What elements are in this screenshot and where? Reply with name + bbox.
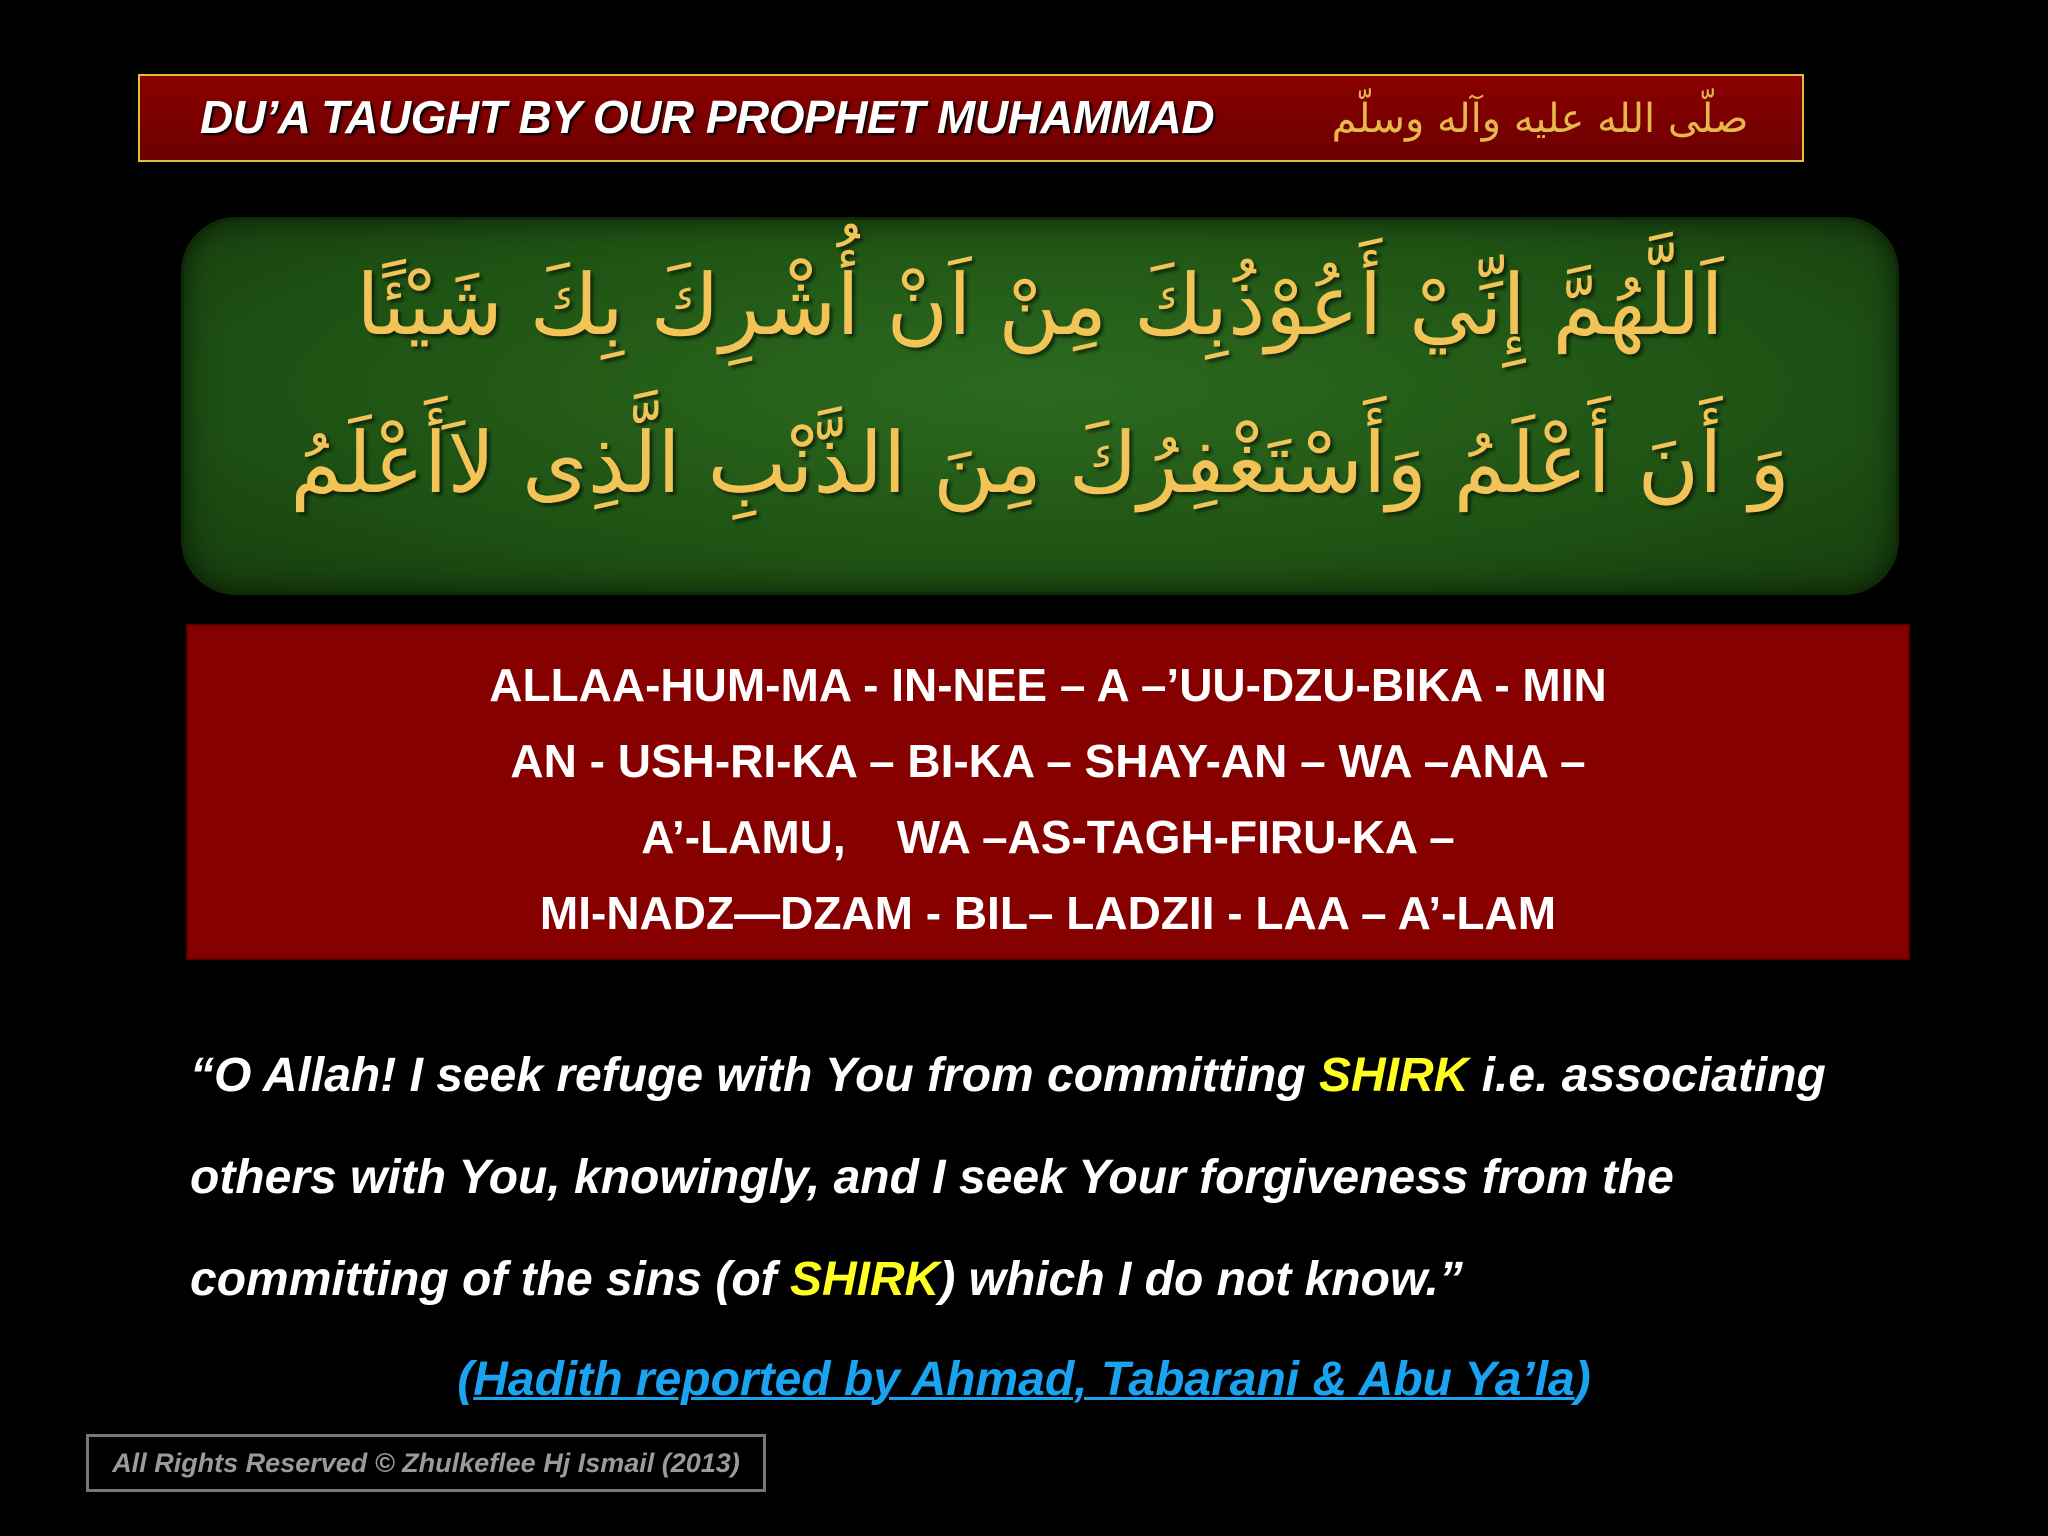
transliteration-line-4: MI-NADZ—DZAM - BIL– LADZII - LAA – A’-LAM xyxy=(539,887,1557,939)
translation-line-3 xyxy=(190,1252,1463,1307)
translation-text: committing of the sins (of xyxy=(190,1253,790,1306)
translation-line-2: others with You, knowingly, and I seek Your forgiveness from the xyxy=(190,1151,1674,1204)
translation-line-1 xyxy=(190,1048,1826,1103)
copyright-notice: All Rights Reserved © Zhulkeflee Hj Ismail (2013) xyxy=(112,1448,740,1478)
translation-text: ) which I do not know.” xyxy=(939,1253,1463,1306)
transliteration-line-1: ALLAA-HUM-MA - IN-NEE – A –’UU-DZU-BIKA - MIN xyxy=(489,659,1607,711)
source-open-paren: ( xyxy=(457,1353,474,1406)
translation-text: i.e. associating xyxy=(1468,1049,1826,1102)
arabic-line-2: وَ أَنَ أَعْلَمُ وَأَسْتَغْفِرُكَ مِنَ الذَّنْبِ الَّذِى لاَأَعْلَمُ xyxy=(290,414,1790,512)
title-banner xyxy=(138,74,1804,162)
copyright-box xyxy=(86,1434,766,1492)
transliteration-line-3: A’-LAMU, WA –AS-TAGH-FIRU-KA – xyxy=(641,811,1455,863)
arabic-dua-panel xyxy=(184,220,1896,592)
hadith-source-link[interactable]: Hadith reported by Ahmad, Tabarani & Abu Ya’la xyxy=(473,1353,1575,1406)
hadith-source xyxy=(0,1352,2048,1407)
slide-title: DU’A TAUGHT BY OUR PROPHET MUHAMMAD xyxy=(200,91,1215,143)
source-close-paren: ) xyxy=(1574,1353,1591,1406)
transliteration-panel xyxy=(186,624,1910,960)
honorific-calligraphy: صلّى الله عليه وآله وسلّم xyxy=(1331,96,1749,142)
translation-text: “O Allah! I seek refuge with You from committing xyxy=(190,1049,1320,1102)
shirk-highlight: SHIRK xyxy=(1319,1049,1469,1102)
arabic-line-1: اَللَّهُمَّ إِنِّيْ أَعُوْذُبِكَ مِنْ اَنْ أُشْرِكَ بِكَ شَيْئًا xyxy=(356,256,1724,354)
shirk-highlight: SHIRK xyxy=(789,1253,940,1306)
transliteration-line-2: AN - USH-RI-KA – BI-KA – SHAY-AN – WA –ANA – xyxy=(510,735,1586,787)
